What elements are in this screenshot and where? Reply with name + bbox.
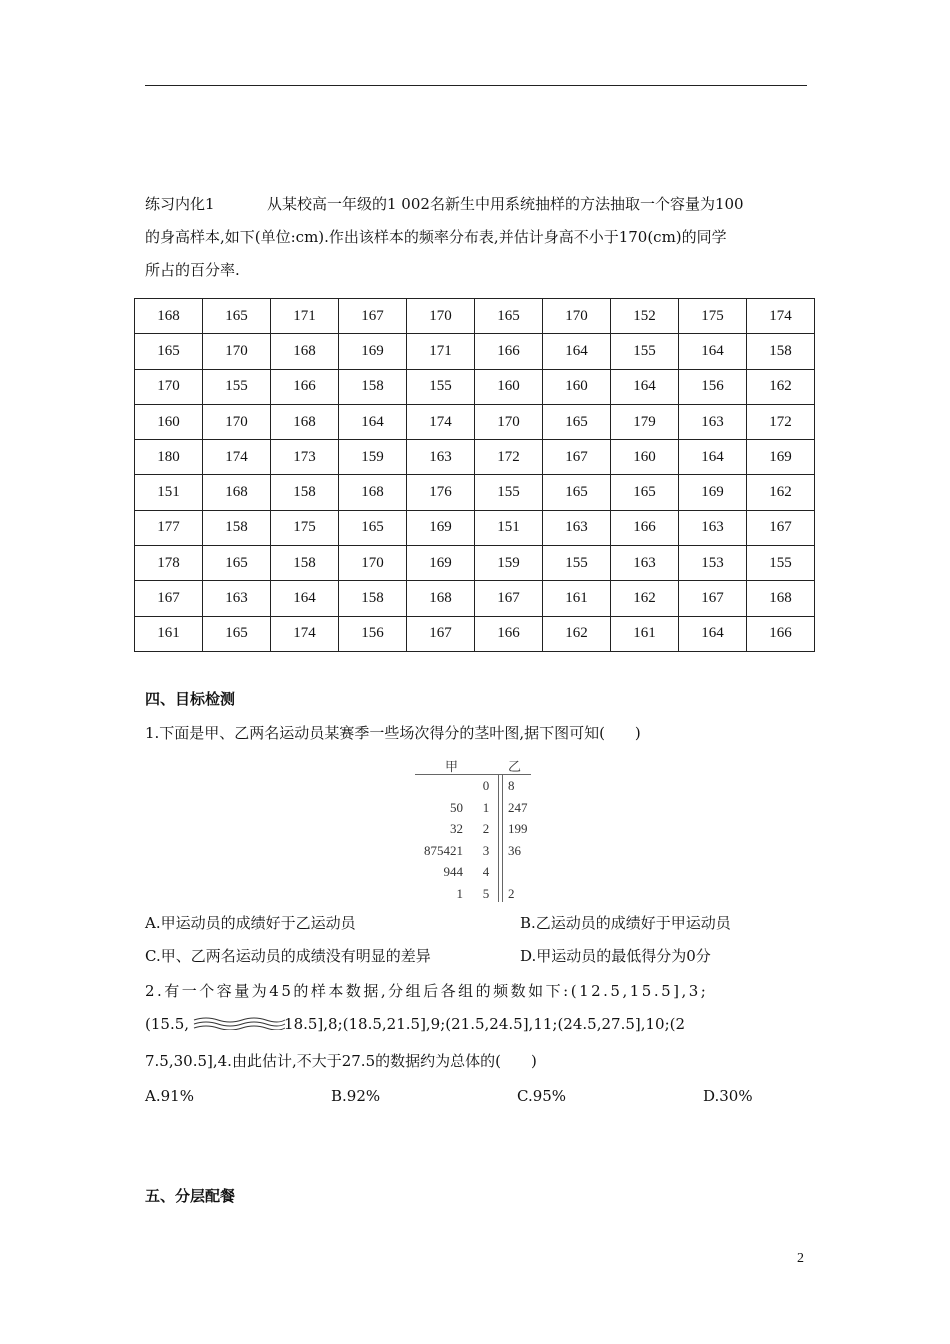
table-cell: 165 bbox=[203, 546, 271, 581]
question-2-line-2: (15.5, 18.5],8;(18.5,21.5],9;(21.5,24.5],11;(24.5,27.5],10;(2 bbox=[145, 1015, 686, 1033]
table-cell: 164 bbox=[339, 404, 407, 439]
stem-leaf-left-leaves: 1 bbox=[456, 885, 463, 901]
table-cell: 169 bbox=[679, 475, 747, 510]
table-row bbox=[135, 546, 815, 581]
table-cell: 152 bbox=[611, 299, 679, 334]
table-cell: 170 bbox=[543, 299, 611, 334]
table-cell: 168 bbox=[339, 475, 407, 510]
table-cell: 158 bbox=[747, 334, 815, 369]
page-number: 2 bbox=[797, 1251, 804, 1266]
stem-leaf-right-leaves: 36 bbox=[508, 842, 521, 858]
table-cell: 160 bbox=[475, 369, 543, 404]
table-cell: 166 bbox=[475, 616, 543, 651]
table-cell: 155 bbox=[475, 475, 543, 510]
table-cell: 164 bbox=[679, 334, 747, 369]
question-2-line-3: 7.5,30.5],4.由此估计,不大于27.5的数据约为总体的( ) bbox=[145, 1052, 537, 1070]
stem-leaf-row bbox=[413, 840, 533, 862]
stem-leaf-right-leaves: 199 bbox=[508, 821, 528, 836]
table-cell: 164 bbox=[543, 334, 611, 369]
table-cell: 155 bbox=[203, 369, 271, 404]
table-row bbox=[135, 404, 815, 439]
table-cell: 167 bbox=[475, 581, 543, 616]
header-rule bbox=[145, 85, 807, 86]
table-cell: 171 bbox=[271, 299, 339, 334]
table-cell: 155 bbox=[407, 369, 475, 404]
table-cell: 164 bbox=[679, 440, 747, 475]
section-5-heading: 五、分层配餐 bbox=[145, 1187, 236, 1205]
table-cell: 168 bbox=[203, 475, 271, 510]
stem-leaf-right-leaves: 2 bbox=[508, 885, 515, 901]
stem-leaf-stem: 4 bbox=[482, 864, 490, 879]
table-cell: 169 bbox=[339, 334, 407, 369]
table-cell: 168 bbox=[135, 299, 203, 334]
table-cell: 166 bbox=[747, 616, 815, 651]
q2-option-c: C.95% bbox=[517, 1087, 567, 1105]
table-cell: 166 bbox=[475, 334, 543, 369]
table-cell: 168 bbox=[271, 334, 339, 369]
question-2-line-1: 2.有一个容量为45的样本数据,分组后各组的频数如下:(12.5,15.5],3; bbox=[145, 982, 709, 1000]
table-cell: 165 bbox=[543, 475, 611, 510]
table-cell: 163 bbox=[203, 581, 271, 616]
section-4-heading: 四、目标检测 bbox=[145, 690, 236, 708]
stem-leaf-row bbox=[413, 797, 533, 819]
table-row bbox=[135, 299, 815, 334]
table-row bbox=[135, 440, 815, 475]
table-cell: 164 bbox=[679, 616, 747, 651]
stem-leaf-stem: 0 bbox=[482, 778, 490, 793]
stem-leaf-plot bbox=[413, 752, 533, 904]
stem-leaf-right-header: 乙 bbox=[508, 759, 522, 774]
table-cell: 156 bbox=[339, 616, 407, 651]
table-cell: 165 bbox=[475, 299, 543, 334]
stem-leaf-right-leaves: 247 bbox=[508, 799, 528, 815]
table-cell: 160 bbox=[611, 440, 679, 475]
table-cell: 155 bbox=[543, 546, 611, 581]
table-cell: 167 bbox=[679, 581, 747, 616]
q1-option-c: C.甲、乙两名运动员的成绩没有明显的差异 bbox=[145, 947, 431, 965]
stem-leaf-left-leaves: 875421 bbox=[424, 842, 463, 858]
table-cell: 166 bbox=[271, 369, 339, 404]
table-cell: 165 bbox=[543, 404, 611, 439]
table-cell: 174 bbox=[203, 440, 271, 475]
table-cell: 165 bbox=[611, 475, 679, 510]
table-cell: 160 bbox=[543, 369, 611, 404]
table-cell: 171 bbox=[407, 334, 475, 369]
table-cell: 163 bbox=[679, 404, 747, 439]
stem-leaf-left-leaves: 50 bbox=[450, 799, 463, 815]
table-cell: 176 bbox=[407, 475, 475, 510]
table-cell: 161 bbox=[611, 616, 679, 651]
table-cell: 173 bbox=[271, 440, 339, 475]
table-cell: 169 bbox=[407, 546, 475, 581]
table-cell: 158 bbox=[339, 369, 407, 404]
table-cell: 169 bbox=[747, 440, 815, 475]
stem-leaf-stem: 5 bbox=[482, 885, 490, 901]
table-cell: 167 bbox=[407, 616, 475, 651]
table-cell: 170 bbox=[339, 546, 407, 581]
stem-leaf-row bbox=[413, 818, 533, 840]
table-cell: 158 bbox=[271, 546, 339, 581]
table-cell: 178 bbox=[135, 546, 203, 581]
table-cell: 175 bbox=[679, 299, 747, 334]
table-cell: 164 bbox=[271, 581, 339, 616]
stem-leaf-row bbox=[413, 861, 533, 883]
practice-line-1: 练习内化1 从某校高一年级的1 002名新生中用系统抽样的方法抽取一个容量为100 bbox=[145, 188, 807, 221]
practice-line-3: 所占的百分率. bbox=[145, 261, 240, 279]
stem-leaf-left-leaves: 32 bbox=[450, 821, 463, 836]
table-row bbox=[135, 334, 815, 369]
table-cell: 167 bbox=[747, 510, 815, 545]
table-cell: 162 bbox=[747, 475, 815, 510]
table-cell: 167 bbox=[135, 581, 203, 616]
table-cell: 151 bbox=[475, 510, 543, 545]
table-cell: 170 bbox=[203, 404, 271, 439]
q1-option-b: B.乙运动员的成绩好于甲运动员 bbox=[520, 914, 731, 932]
table-cell: 170 bbox=[135, 369, 203, 404]
table-row bbox=[135, 510, 815, 545]
scribble-mark bbox=[192, 1016, 287, 1030]
table-cell: 158 bbox=[339, 581, 407, 616]
practice-paragraph bbox=[145, 188, 807, 287]
table-row bbox=[135, 581, 815, 616]
table-cell: 166 bbox=[611, 510, 679, 545]
question-1-text: 1.下面是甲、乙两名运动员某赛季一些场次得分的茎叶图,据下图可知( ) bbox=[145, 724, 641, 742]
table-row bbox=[135, 616, 815, 651]
q1-option-d: D.甲运动员的最低得分为0分 bbox=[520, 947, 711, 965]
table-cell: 155 bbox=[611, 334, 679, 369]
table-cell: 174 bbox=[407, 404, 475, 439]
table-cell: 174 bbox=[747, 299, 815, 334]
table-cell: 163 bbox=[611, 546, 679, 581]
table-cell: 165 bbox=[203, 616, 271, 651]
table-cell: 170 bbox=[475, 404, 543, 439]
table-row bbox=[135, 475, 815, 510]
table-cell: 159 bbox=[339, 440, 407, 475]
table-cell: 165 bbox=[339, 510, 407, 545]
table-cell: 163 bbox=[679, 510, 747, 545]
stem-leaf-row bbox=[413, 883, 533, 905]
table-cell: 180 bbox=[135, 440, 203, 475]
table-cell: 155 bbox=[747, 546, 815, 581]
table-cell: 159 bbox=[475, 546, 543, 581]
table-cell: 168 bbox=[271, 404, 339, 439]
height-data-table bbox=[134, 298, 815, 652]
table-cell: 170 bbox=[203, 334, 271, 369]
stem-leaf-right-leaves: 8 bbox=[508, 778, 515, 793]
q2-option-d: D.30% bbox=[703, 1087, 753, 1105]
table-cell: 165 bbox=[135, 334, 203, 369]
table-cell: 162 bbox=[543, 616, 611, 651]
table-cell: 163 bbox=[407, 440, 475, 475]
table-cell: 162 bbox=[747, 369, 815, 404]
table-cell: 172 bbox=[475, 440, 543, 475]
table-row bbox=[135, 369, 815, 404]
table-cell: 158 bbox=[271, 475, 339, 510]
q1-option-a: A.甲运动员的成绩好于乙运动员 bbox=[145, 914, 356, 932]
table-cell: 151 bbox=[135, 475, 203, 510]
table-cell: 168 bbox=[747, 581, 815, 616]
table-cell: 177 bbox=[135, 510, 203, 545]
table-cell: 168 bbox=[407, 581, 475, 616]
table-cell: 170 bbox=[407, 299, 475, 334]
q2-option-b: B.92% bbox=[331, 1087, 381, 1105]
table-cell: 156 bbox=[679, 369, 747, 404]
table-cell: 161 bbox=[543, 581, 611, 616]
table-cell: 172 bbox=[747, 404, 815, 439]
stem-leaf-stem: 1 bbox=[482, 799, 490, 815]
table-cell: 167 bbox=[339, 299, 407, 334]
stem-leaf-row bbox=[413, 775, 533, 797]
stem-leaf-left-leaves: 944 bbox=[443, 864, 463, 879]
practice-line-2: 的身高样本,如下(单位:cm).作出该样本的频率分布表,并估计身高不小于170(cm)的同学 bbox=[145, 228, 727, 246]
table-cell: 175 bbox=[271, 510, 339, 545]
table-cell: 161 bbox=[135, 616, 203, 651]
q2-option-a: A.91% bbox=[145, 1087, 194, 1105]
table-cell: 158 bbox=[203, 510, 271, 545]
table-cell: 162 bbox=[611, 581, 679, 616]
practice-label: 练习内化1 bbox=[145, 195, 215, 213]
table-cell: 167 bbox=[543, 440, 611, 475]
stem-leaf-stem: 2 bbox=[482, 821, 490, 836]
table-cell: 160 bbox=[135, 404, 203, 439]
table-cell: 163 bbox=[543, 510, 611, 545]
table-cell: 169 bbox=[407, 510, 475, 545]
table-cell: 179 bbox=[611, 404, 679, 439]
table-cell: 153 bbox=[679, 546, 747, 581]
table-cell: 165 bbox=[203, 299, 271, 334]
stem-leaf-left-header: 甲 bbox=[445, 759, 459, 774]
table-cell: 174 bbox=[271, 616, 339, 651]
stem-leaf-stem: 3 bbox=[482, 842, 490, 858]
table-cell: 164 bbox=[611, 369, 679, 404]
